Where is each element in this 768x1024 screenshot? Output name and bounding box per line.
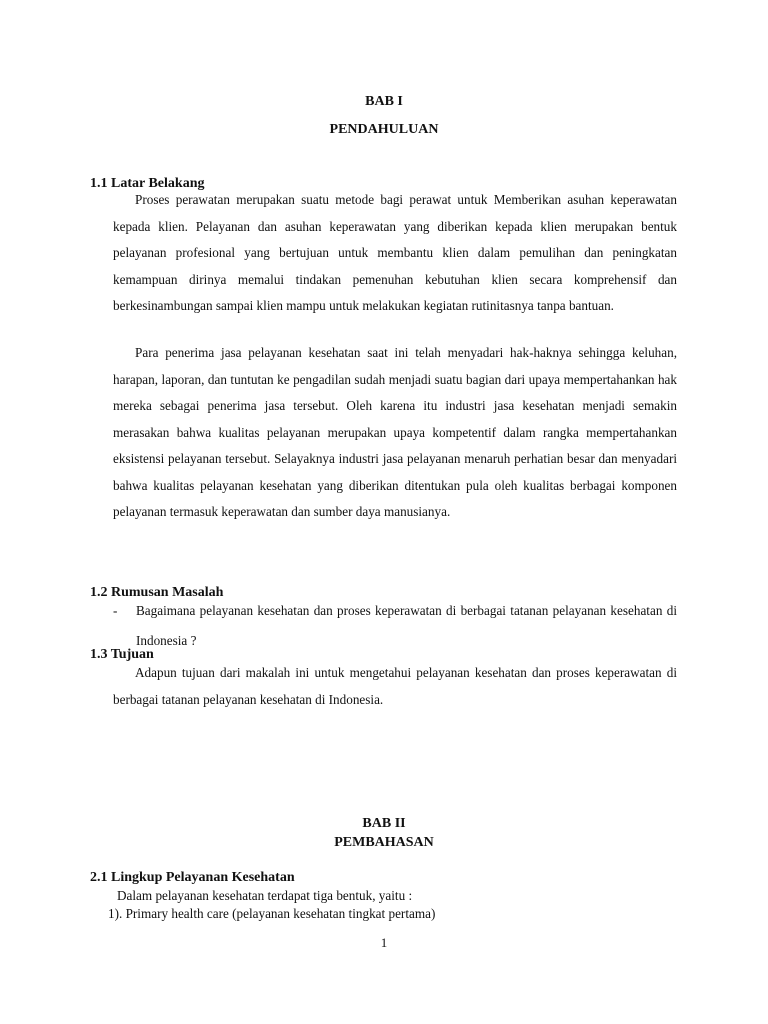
chapter-number: BAB I bbox=[365, 94, 403, 109]
section-heading-rumusan-masalah: 1.2 Rumusan Masalah bbox=[90, 585, 224, 600]
chapter-title: PENDAHULUAN bbox=[329, 122, 439, 137]
paragraph-latar-2: Para penerima jasa pelayanan kesehatan saat ini telah menyadari hak-haknya sehingga keluhan, harapan, laporan, dan tuntutan ke pengadilan sudah menjadi suatu bagian dari upaya mempertahankan hak mereka sebagai penerima jasa tersebut. Oleh karena itu industri jasa kesehatan menjadi semakin merasakan bahwa kualitas pelayanan merupakan upaya kompetentif dalam rangka mempertahankan eksistensi pelayanan tersebut. Selayaknya industri jasa pelayanan menaruh perhatian besar dan menyadari bahwa kualitas pelayanan kesehatan yang diberikan ditentukan pula oleh kualitas berbagai komponen pelayanan termasuk keperawatan dan sumber daya manusianya. bbox=[113, 345, 677, 519]
lingkup-intro: Dalam pelayanan kesehatan terdapat tiga bentuk, yaitu : bbox=[117, 888, 413, 903]
page-number: 1 bbox=[380, 935, 388, 950]
lingkup-item-1: 1). Primary health care (pelayanan kesehatan tingkat pertama) bbox=[108, 906, 436, 921]
chapter-title-2: PEMBAHASAN bbox=[334, 835, 434, 850]
chapter-number-2: BAB II bbox=[362, 816, 406, 831]
paragraph-latar-1: Proses perawatan merupakan suatu metode bagi perawat untuk Memberikan asuhan keperawatan kepada klien. Pelayanan dan asuhan keperawatan yang diberikan kepada klien merupakan bentuk pelayanan profesional yang bertujuan untuk membantu klien dalam pemulihan dan peningkatan kemampuan dirinya memalui tindakan pemenuhan kebutuhan klien secara komprehensif dan berkesinambungan sampai klien mampu untuk melakukan kegiatan rutinitasnya tanpa bantuan. bbox=[113, 192, 677, 313]
section-heading-tujuan: 1.3 Tujuan bbox=[90, 647, 154, 662]
paragraph-tujuan: Adapun tujuan dari makalah ini untuk mengetahui pelayanan kesehatan dan proses keperawatan di berbagai tatanan pelayanan kesehatan di Indonesia. bbox=[113, 665, 677, 707]
rumusan-question: Bagaimana pelayanan kesehatan dan proses keperawatan di berbagai tatanan pelayanan kesehatan di Indonesia ? bbox=[136, 603, 677, 648]
section-heading-lingkup: 2.1 Lingkup Pelayanan Kesehatan bbox=[90, 870, 295, 885]
section-heading-latar-belakang: 1.1 Latar Belakang bbox=[90, 176, 205, 191]
bullet-dash: - bbox=[113, 603, 118, 618]
